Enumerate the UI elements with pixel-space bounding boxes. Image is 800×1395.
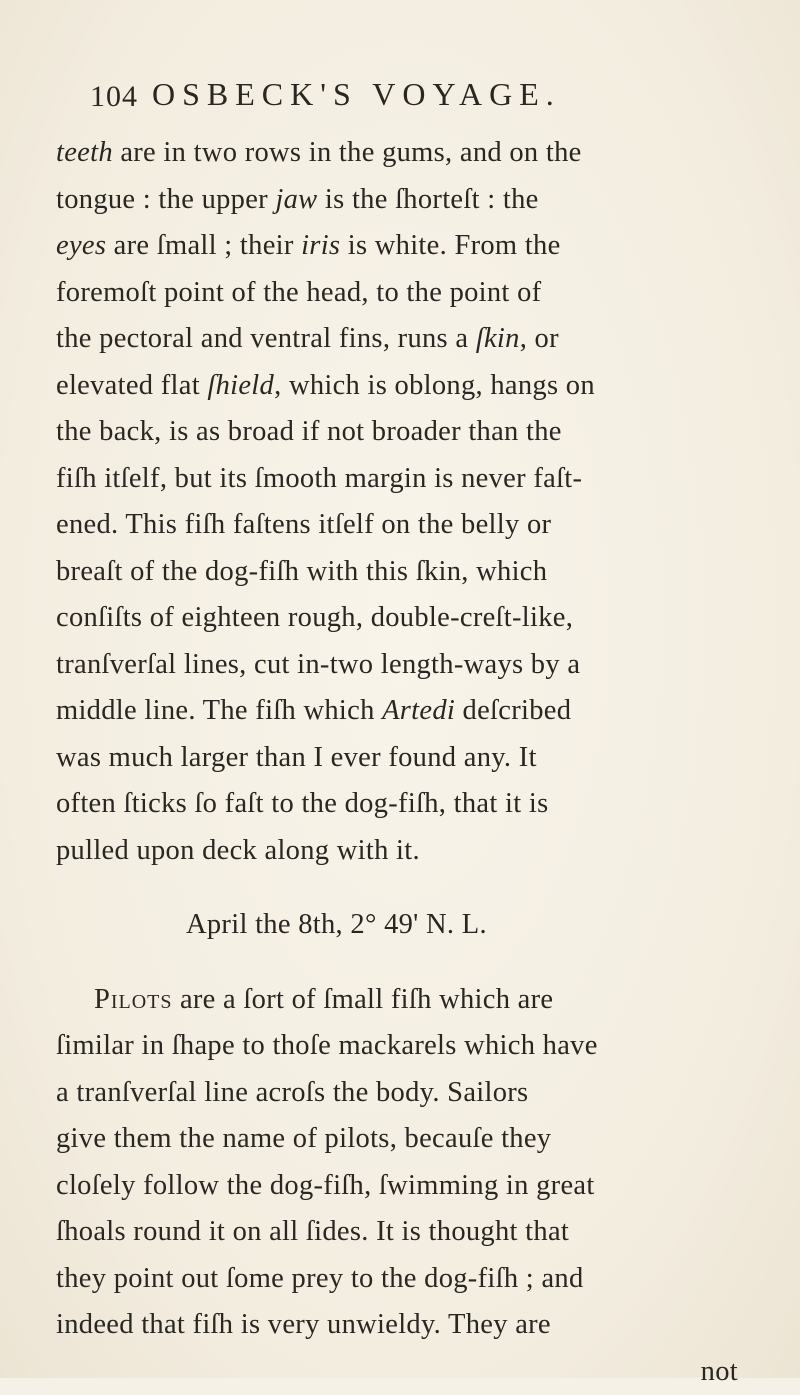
- text-line: foremoſt point of the head, to the point of: [56, 270, 756, 317]
- text-line: elevated flat ſhield, which is oblong, hangs on: [56, 363, 756, 410]
- text-line: indeed that fiſh is very unwieldy. They are: [56, 1302, 756, 1349]
- section-gap: [56, 949, 756, 977]
- text-line: ſimilar in ſhape to thoſe mackarels which have: [56, 1023, 756, 1070]
- page-header: [90, 72, 730, 122]
- text-line: Pilots are a ſort of ſmall fiſh which are: [56, 977, 756, 1024]
- text-line: often ſticks ſo faſt to the dog-fiſh, that it is: [56, 781, 756, 828]
- text-line: give them the name of pilots, becauſe they: [56, 1116, 756, 1163]
- text-line: teeth are in two rows in the gums, and on the: [56, 130, 756, 177]
- text-line: middle line. The fiſh which Artedi deſcribed: [56, 688, 756, 735]
- text-line: they point out ſome prey to the dog-fiſh ; and: [56, 1256, 756, 1303]
- date-heading: April the 8th, 2° 49' N. L.: [56, 902, 756, 949]
- text-line: a tranſverſal line acroſs the body. Sailors: [56, 1070, 756, 1117]
- text-line: conſiſts of eighteen rough, double-creſt-like,: [56, 595, 756, 642]
- text-line: the pectoral and ventral fins, runs a ſkin, or: [56, 316, 756, 363]
- body-text: [56, 130, 756, 1395]
- text-line: the back, is as broad if not broader than the: [56, 409, 756, 456]
- lead-word: Pilots: [94, 984, 173, 1015]
- text-line: ſhoals round it on all ſides. It is thought that: [56, 1209, 756, 1256]
- text-line: tongue : the upper jaw is the ſhorteſt : the: [56, 177, 756, 224]
- text-line: was much larger than I ever found any. It: [56, 735, 756, 782]
- section-gap: [56, 874, 756, 902]
- text-line: pulled upon deck along with it.: [56, 828, 756, 875]
- text-line: tranſverſal lines, cut in-two length-ways by a: [56, 642, 756, 689]
- running-head: OSBECK'S VOYAGE.: [152, 76, 561, 113]
- text-line: cloſely follow the dog-fiſh, ſwimming in great: [56, 1163, 756, 1210]
- text-line: eyes are ſmall ; their iris is white. From the: [56, 223, 756, 270]
- text-line: fiſh itſelf, but its ſmooth margin is never faſt-: [56, 456, 756, 503]
- text-line: breaſt of the dog-fiſh with this ſkin, which: [56, 549, 756, 596]
- text-line: ened. This fiſh faſtens itſelf on the belly or: [56, 502, 756, 549]
- page-number: 104: [90, 80, 138, 114]
- catchword: not: [56, 1349, 756, 1395]
